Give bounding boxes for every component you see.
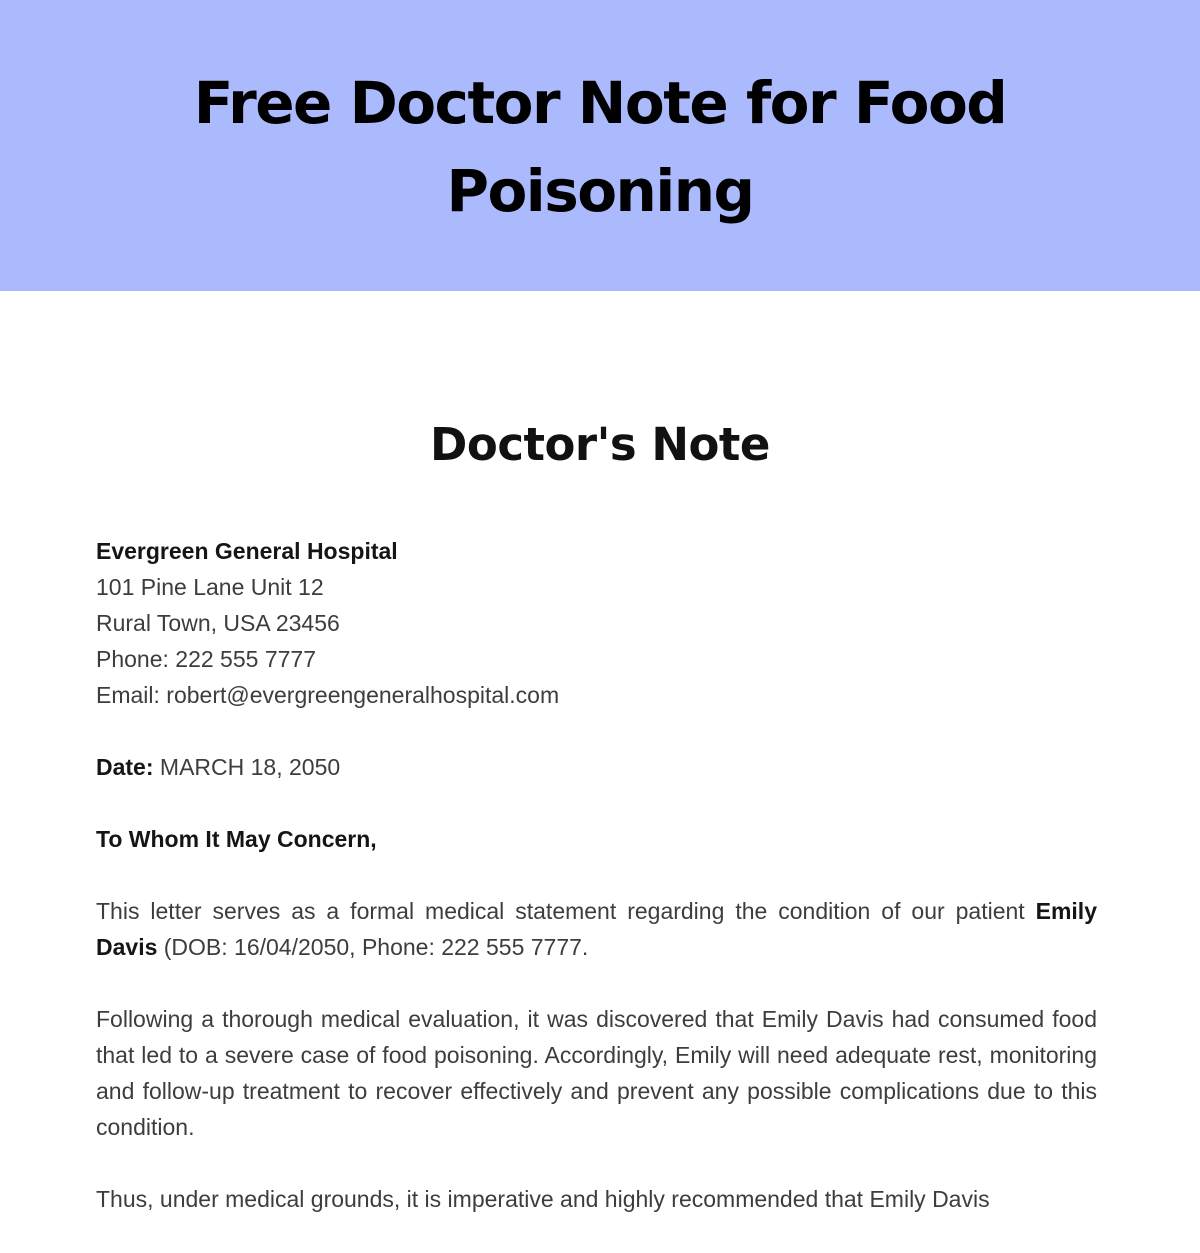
hospital-phone: Phone: 222 555 7777 bbox=[96, 646, 316, 672]
document-heading: Doctor's Note bbox=[430, 418, 770, 471]
letter-body bbox=[96, 533, 1097, 1253]
date-line bbox=[96, 749, 1097, 785]
paragraph-patient-statement bbox=[96, 893, 1097, 965]
hospital-address-block bbox=[96, 533, 1097, 713]
salutation-text: To Whom It May Concern, bbox=[96, 826, 377, 852]
address-line-2: Rural Town, USA 23456 bbox=[96, 610, 340, 636]
paragraph-diagnosis: Following a thorough medical evaluation, it was discovered that Emily Davis had consumed food that led to a severe case of food poisoning. Accordingly, Emily will need adequate rest, monitoring and follow-up treatment to recover effectively and prevent any possible complications due to this condition. bbox=[96, 1006, 1097, 1140]
salutation bbox=[96, 821, 1097, 857]
paragraph1-before: This letter serves as a formal medical statement regarding the condition of our patient bbox=[96, 898, 1036, 924]
date-label: Date: bbox=[96, 754, 154, 780]
patient-name: Emily Davis bbox=[96, 898, 1097, 960]
header-banner bbox=[0, 0, 1200, 291]
hospital-email: Email: robert@evergreengeneralhospital.com bbox=[96, 682, 560, 708]
paragraph1-after: (DOB: 16/04/2050, Phone: 222 555 7777. bbox=[157, 934, 589, 960]
date-value: MARCH 18, 2050 bbox=[159, 754, 341, 780]
hospital-name: Evergreen General Hospital bbox=[96, 538, 398, 564]
page-title: Free Doctor Note for Food Poisoning bbox=[193, 68, 1007, 225]
address-line-1: 101 Pine Lane Unit 12 bbox=[96, 574, 324, 600]
paragraph-recommendation: Thus, under medical grounds, it is imperative and highly recommended that Emily Davis bbox=[96, 1186, 990, 1212]
